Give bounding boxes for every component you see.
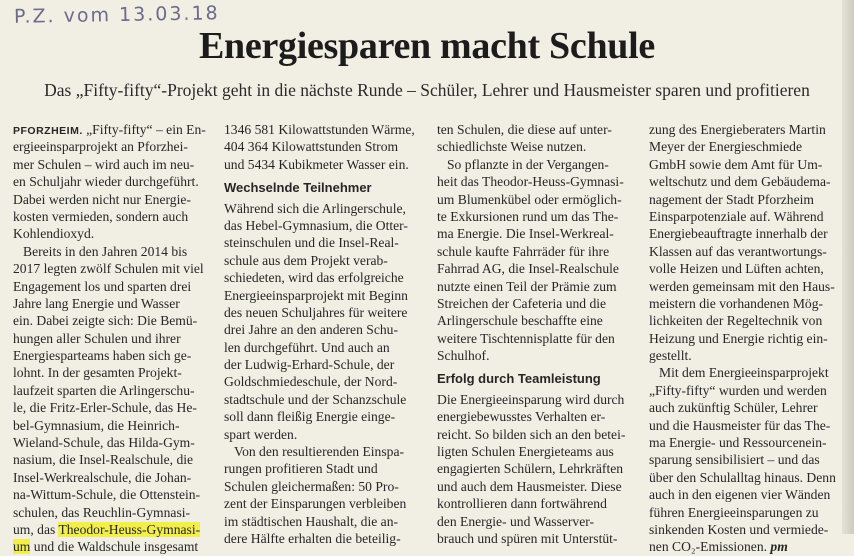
text-line: Schulhof. (437, 348, 490, 364)
text-line: drei Jahre an den anderen Schu- (224, 322, 398, 338)
text-line: kontrollieren dann fortwährend (437, 496, 607, 512)
text-line: Arlingerschule beschaffte eine (437, 313, 603, 329)
text-line: So pflanzte in der Vergangen- (447, 156, 609, 172)
text-line: volle Heizen und Lüften achten, (649, 261, 824, 277)
text-line: ma Energie. Die Insel-Werkreal- (437, 226, 614, 242)
text-line: auch in den eigenen vier Wänden (649, 487, 831, 503)
section-subheading: Wechselnde Teilnehmer (224, 180, 372, 196)
text-line: Meyer der Energieschmiede (649, 139, 802, 155)
text-line: im städtischen Haushalt, die an- (224, 513, 399, 529)
text-line: Einsparpotenziale auf. Während (649, 208, 824, 224)
adjacent-article-fragment (420, 0, 854, 18)
text-line: Energiebeauftragte innerhalb der (649, 226, 828, 242)
text-line: laufzeit sparten die Arlingerschu- (13, 382, 195, 398)
text-line: hungen aller Schulen und ihrer (13, 330, 181, 346)
text-line: len durchgeführt. Und auch an (224, 339, 390, 355)
text-line: 404 364 Kilowattstunden Strom (224, 139, 399, 155)
text-line: le, die Fritz-Erler-Schule, das He- (13, 400, 197, 416)
text-line: 1346 581 Kilowattstunden Wärme, (224, 122, 415, 137)
text-line: Insel-Werkrealschule, die Johan- (13, 469, 192, 485)
text-line: spart werden. (224, 426, 298, 442)
text-fragment: nen CO₂-Emissionen. (649, 539, 771, 555)
text-line: gestellt. (649, 348, 692, 364)
text-line: rungen profitieren Stadt und (224, 461, 378, 477)
text-line: und auch dem Hausmeister. Diese (437, 478, 622, 494)
text-line (13, 538, 213, 555)
text-line: über den Schulalltag hinaus. Denn (649, 469, 836, 485)
text-line: werden gemeinsam mit den Haus- (649, 278, 835, 294)
text-line: GmbH sowie dem Amt für Um- (649, 156, 823, 172)
text-line: Dabei werden nicht nur Energie- (13, 191, 191, 207)
text-line: Streichen der Cafeteria und die (437, 295, 607, 311)
text-line: schiedeten, wird das erfolgreiche (224, 270, 404, 286)
text-line: schule kaufte Fahrräder für ihre (437, 243, 610, 259)
text-line: sinkenden Kosten und vermiede- (649, 521, 829, 537)
handwritten-note: P.Z. vom 13.03.18 (13, 2, 220, 28)
text-line: des neuen Schuljahres für weitere (224, 304, 408, 320)
text-line: te Exkursionen rund um das The- (437, 208, 619, 224)
text-line: zung des Energieberaters Martin (649, 122, 826, 137)
text-line: Während sich die Arlingerschule, (224, 200, 406, 216)
text-line: nutzte einen Teil der Prämie zum (437, 278, 617, 294)
article-headline: Energiesparen macht Schule (199, 25, 655, 67)
text-line: den Energie- und Wasserver- (437, 513, 595, 529)
text-line: reicht. So bilden sich an den betei- (437, 426, 626, 442)
text-fragment: um, das (13, 521, 59, 537)
text-line: brauch und spüren mit Unterstüt- (437, 530, 618, 546)
article-subheadline: Das „Fifty-fifty“-Projekt geht in die nächste Runde – Schüler, Lehrer und Hausmeister sparen und profitieren (44, 80, 810, 100)
text-line: heit das Theodor-Heuss-Gymnasi- (437, 174, 624, 190)
text-line: weitere Tischtennisplatte für den (437, 330, 615, 346)
text-line (13, 121, 213, 138)
text-line: ten Schulen, die diese auf unter- (437, 122, 612, 137)
text-line (13, 521, 213, 538)
text-line: lichkeiten der Regeltechnik von (649, 313, 823, 329)
text-line: dere Hälfte erhalten die beteilig- (224, 530, 401, 546)
text-line: ein. Dabei zeigte sich: Die Bemü- (13, 313, 198, 329)
text-line: Energiesparteams haben sich ge- (13, 348, 192, 364)
text-line: Jahre lang Energie und Wasser (13, 295, 180, 311)
text-line: Wieland-Schule, das Hilda-Gym- (13, 435, 195, 451)
text-line: „Fifty-fifty“ wurden und werden (649, 382, 827, 398)
article-column-1 (13, 121, 213, 556)
text-line: Mit dem Energieeinsparprojekt (659, 365, 829, 381)
text-line: nagement der Stadt Pforzheim (649, 191, 814, 207)
text-line: soll dann fleißig Energie einge- (224, 409, 396, 425)
text-line: stadtschule und der Schanzschule (224, 391, 407, 407)
text-line: Goldschmiedeschule, der Nord- (224, 374, 398, 390)
text-line: der Ludwig-Erhard-Schule, der (224, 357, 395, 373)
text-line: Heizung und Energie richtig ein- (649, 330, 828, 346)
text-line: Die Energieeinsparung wird durch (437, 391, 625, 407)
text-line: und 5434 Kubikmeter Wasser ein. (224, 156, 409, 172)
section-subheading: Erfolg durch Teamleistung (437, 371, 601, 387)
text-line: Von den resultierenden Einspa- (234, 444, 405, 460)
article-column-3 (437, 121, 637, 547)
text-line: mer Schulen – wird auch im neu- (13, 156, 195, 172)
text-line: energiebewusstes Verhalten er- (437, 409, 606, 425)
article-column-4 (649, 121, 844, 556)
text-line: schulen, das Reuchlin-Gymnasi- (13, 504, 191, 520)
text-line: schule aus dem Projekt verab- (224, 252, 388, 268)
text-line: ergieeinsparprojekt an Pforzhei- (13, 139, 188, 155)
text-line: en Schuljahr wieder durchgeführt. (13, 174, 199, 190)
text-line: engagierten Schülern, Lehrkräften (437, 461, 624, 477)
text-line: Schulen gleichermaßen: 50 Pro- (224, 478, 399, 494)
text-line: um Blumenkübel oder ermöglich- (437, 191, 622, 207)
text-line: Engagement los und sparten drei (13, 278, 192, 294)
text-line: 2017 legten zwölf Schulen mit viel (13, 261, 204, 277)
text-line: na-Wittum-Schule, die Ottenstein- (13, 487, 201, 503)
text-line (649, 538, 844, 555)
text-line: bel-Gymnasium, die Heinrich- (13, 417, 180, 433)
text-line: sparung sensibilisiert – und das (649, 452, 820, 468)
text-line: Klassen auf das verantwortungs- (649, 243, 827, 259)
text-fragment: und die Waldschule insgesamt (30, 539, 199, 555)
text-line: Fahrrad AG, die Insel-Realschule (437, 261, 619, 277)
text-line: lohnt. In der gesamten Projekt- (13, 365, 182, 381)
text-line: ligten Schulen Energieteams aus (437, 444, 614, 460)
text-fragment: „Fifty-fifty“ – ein En- (82, 122, 206, 137)
dateline: PFORZHEIM. (13, 125, 83, 137)
text-line: und die Hausmeister für das The- (649, 417, 831, 433)
highlighted-text: um (13, 539, 31, 555)
article-column-2 (224, 121, 424, 547)
highlighted-text: Theodor-Heuss-Gymnasi- (58, 521, 201, 537)
text-line: kosten vermieden, sondern auch (13, 208, 189, 224)
text-line: Energieeinsparprojekt mit Beginn (224, 287, 408, 303)
text-line: Kohlendioxyd. (13, 226, 95, 242)
text-line: weltschutz und dem Gebäudema- (649, 174, 831, 190)
text-line: schiedlichste Weise nutzen. (437, 139, 587, 155)
author-signature: pm (770, 539, 788, 555)
text-line: meistern die vorhandenen Mög- (649, 295, 824, 311)
text-line: auch zukünftig Schüler, Lehrer (649, 400, 818, 416)
text-line: steinschulen und die Insel-Real- (224, 235, 399, 251)
text-line: ma Energie- und Ressourcenein- (649, 435, 827, 451)
text-line: das Hebel-Gymnasium, die Otter- (224, 217, 408, 233)
text-line: nasium, die Insel-Realschule, die (13, 452, 194, 468)
text-line: führen Energieeinsparungen zu (649, 504, 819, 520)
text-line: Bereits in den Jahren 2014 bis (23, 243, 188, 259)
text-line: zent der Einsparungen verbleiben (224, 496, 407, 512)
